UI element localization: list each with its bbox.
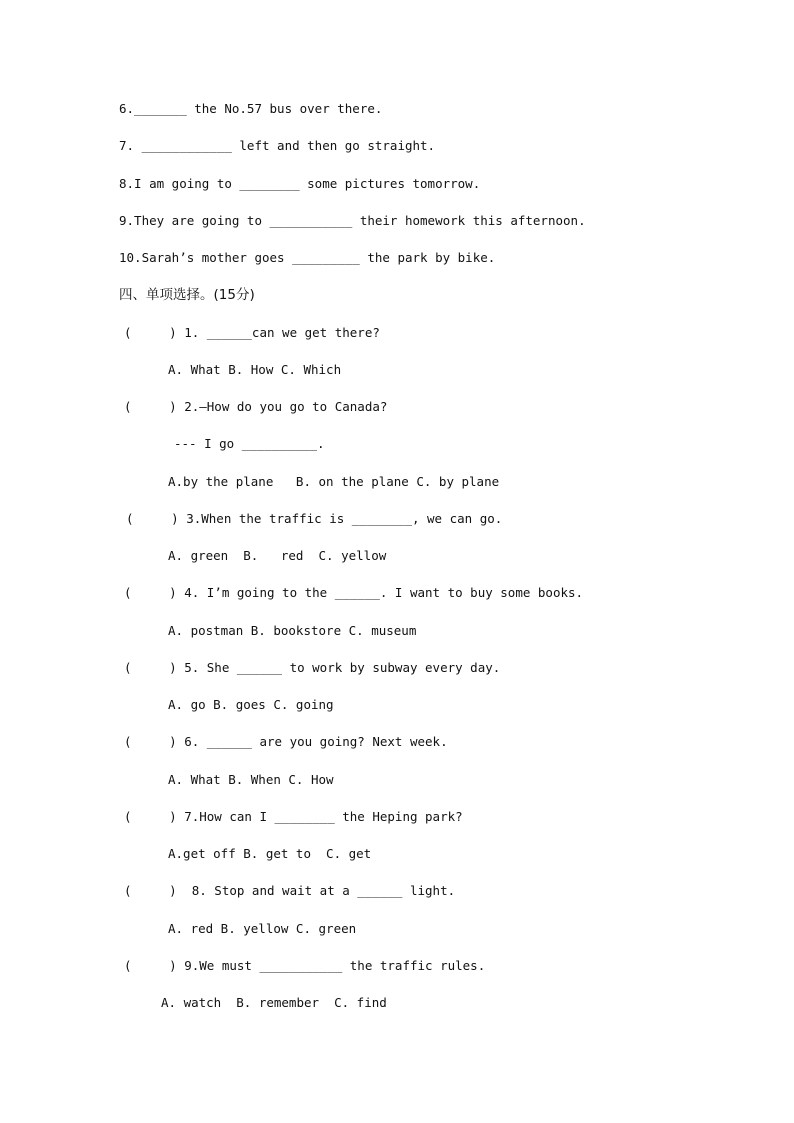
question-3-options: A. green B. red C. yellow	[168, 548, 387, 563]
fill-blank-item-8: 8.I am going to ________ some pictures tomorrow.	[119, 176, 481, 191]
question-8: ( ) 8. Stop and wait at a ______ light.	[124, 883, 456, 898]
question-4: ( ) 4. I’m going to the ______. I want to buy some books.	[124, 585, 584, 600]
question-5-options: A. go B. goes C. going	[168, 697, 334, 712]
question-1: ( ) 1. ______can we get there?	[124, 325, 380, 340]
question-9-options: A. watch B. remember C. find	[161, 995, 387, 1010]
fill-blank-item-10: 10.Sarah’s mother goes _________ the park by bike.	[119, 250, 496, 265]
question-7-options: A.get off B. get to C. get	[168, 846, 372, 861]
question-5: ( ) 5. She ______ to work by subway every day.	[124, 660, 501, 675]
question-4-options: A. postman B. bookstore C. museum	[168, 623, 417, 638]
question-7: ( ) 7.How can I ________ the Heping park?	[124, 809, 463, 824]
fill-blank-item-7: 7. ____________ left and then go straight.	[119, 138, 436, 153]
question-8-options: A. red B. yellow C. green	[168, 921, 357, 936]
question-2-answer-line: --- I go __________.	[174, 436, 325, 451]
question-6: ( ) 6. ______ are you going? Next week.	[124, 734, 448, 749]
question-9: ( ) 9.We must ___________ the traffic rules.	[124, 958, 486, 973]
fill-blank-item-6: 6._______ the No.57 bus over there.	[119, 101, 383, 116]
fill-blank-item-9: 9.They are going to ___________ their homework this afternoon.	[119, 213, 586, 228]
question-3: ( ) 3.When the traffic is ________, we can go.	[126, 511, 503, 526]
section-title: 四、单项选择。(15分)	[119, 287, 255, 303]
question-1-options: A. What B. How C. Which	[168, 362, 342, 377]
question-2-options: A.by the plane B. on the plane C. by plane	[168, 474, 500, 489]
question-6-options: A. What B. When C. How	[168, 772, 334, 787]
question-2: ( ) 2.—How do you go to Canada?	[124, 399, 388, 414]
